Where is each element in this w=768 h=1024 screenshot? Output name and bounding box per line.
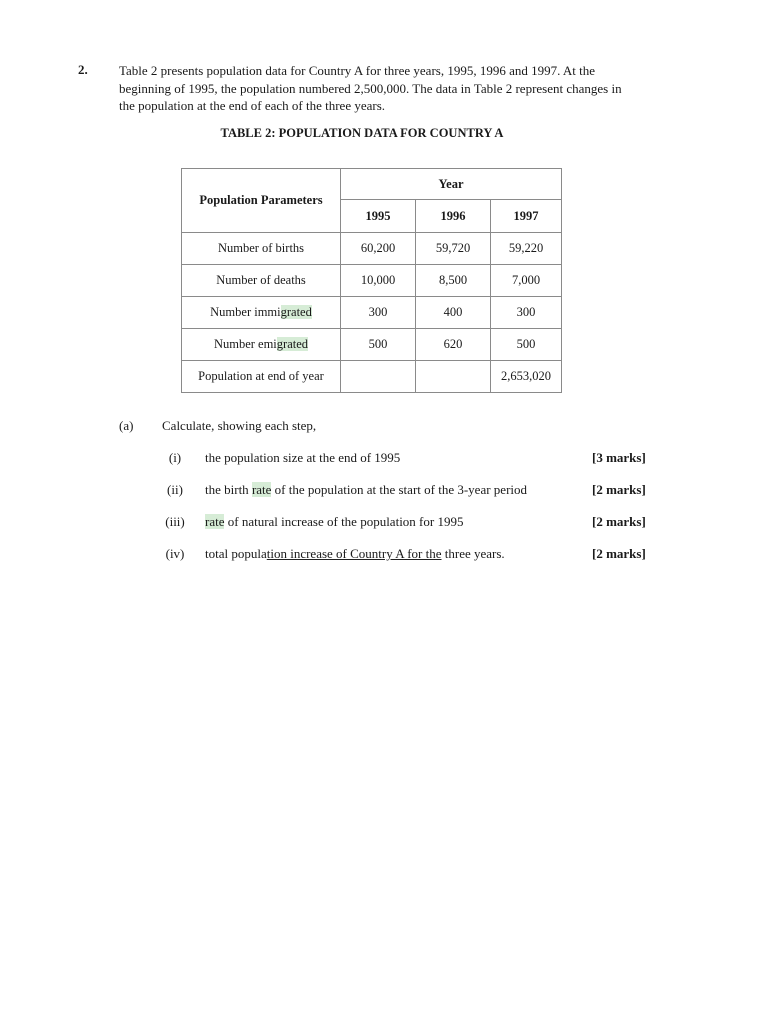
table-cell: [341, 361, 416, 393]
intro-line: the population at the end of each of the three years.: [119, 98, 386, 113]
param-header: Population Parameters: [182, 169, 341, 233]
item-marks: [2 marks]: [592, 514, 646, 529]
table-cell: 400: [416, 297, 491, 329]
highlighted-text: grated: [276, 337, 309, 351]
item-text: the population size at the end of 1995: [205, 450, 401, 465]
table-cell: 620: [416, 329, 491, 361]
table-cell: 8,500: [416, 265, 491, 297]
question-item: [0, 514, 768, 532]
table-title: TABLE 2: POPULATION DATA FOR COUNTRY A: [220, 126, 504, 140]
highlighted-text: rate: [251, 482, 272, 497]
table-cell: 10,000: [341, 265, 416, 297]
question-item: [0, 546, 768, 564]
item-text-part: total popula: [205, 546, 267, 561]
year-1997-header: 1997: [491, 200, 562, 233]
highlighted-text: rate: [205, 514, 225, 529]
question-number: 2.: [78, 62, 88, 77]
table-row: [182, 329, 562, 361]
row-label-text: Number immi: [210, 305, 281, 319]
item-marks: [2 marks]: [592, 546, 646, 561]
row-label-text: Number emi: [213, 337, 277, 351]
item-text-part: the birth: [205, 482, 252, 497]
part-a-instruction: Calculate, showing each step,: [162, 418, 317, 433]
item-number: (iii): [165, 514, 185, 529]
year-header: Year: [341, 169, 562, 200]
row-label: Population at end of year: [182, 361, 341, 393]
underlined-text: tion increase of Country A for the: [266, 546, 442, 561]
item-text-part: of the population at the start of the 3-year period: [271, 482, 528, 497]
part-a-label: (a): [119, 418, 134, 433]
table-cell: 2,653,020: [491, 361, 562, 393]
item-number: (ii): [167, 482, 183, 497]
item-text: [205, 514, 463, 530]
row-label: [182, 297, 341, 329]
row-label: Number of births: [182, 233, 341, 265]
table-cell: 500: [491, 329, 562, 361]
row-label: [182, 329, 341, 361]
table-cell: 59,720: [416, 233, 491, 265]
table-row: [182, 265, 562, 297]
year-1996-header: 1996: [416, 200, 491, 233]
table-cell: 300: [341, 297, 416, 329]
item-marks: [2 marks]: [592, 482, 646, 497]
item-marks: [3 marks]: [592, 450, 646, 465]
population-table: [181, 168, 562, 393]
item-number: (iv): [165, 546, 185, 561]
intro-line: Table 2 presents population data for Country A for three years, 1995, 1996 and 1997. At the: [119, 63, 596, 78]
row-label: Number of deaths: [182, 265, 341, 297]
table-cell: 7,000: [491, 265, 562, 297]
table-cell: [416, 361, 491, 393]
question-intro: [119, 62, 659, 115]
item-text: [205, 482, 527, 498]
highlighted-text: grated: [280, 305, 312, 319]
question-item: [0, 482, 768, 500]
year-1995-header: 1995: [341, 200, 416, 233]
table-cell: 500: [341, 329, 416, 361]
table-row: [182, 297, 562, 329]
item-text: [205, 546, 505, 562]
question-item: [0, 450, 768, 468]
item-text-part: three years.: [441, 546, 505, 561]
table-cell: 300: [491, 297, 562, 329]
item-text-part: of natural increase of the population for 1995: [224, 514, 464, 529]
table-row: [182, 233, 562, 265]
item-number: (i): [168, 450, 182, 465]
table-cell: 59,220: [491, 233, 562, 265]
intro-line: beginning of 1995, the population numbered 2,500,000. The data in Table 2 represent changes in: [119, 80, 622, 96]
table-row: [182, 361, 562, 393]
table-cell: 60,200: [341, 233, 416, 265]
